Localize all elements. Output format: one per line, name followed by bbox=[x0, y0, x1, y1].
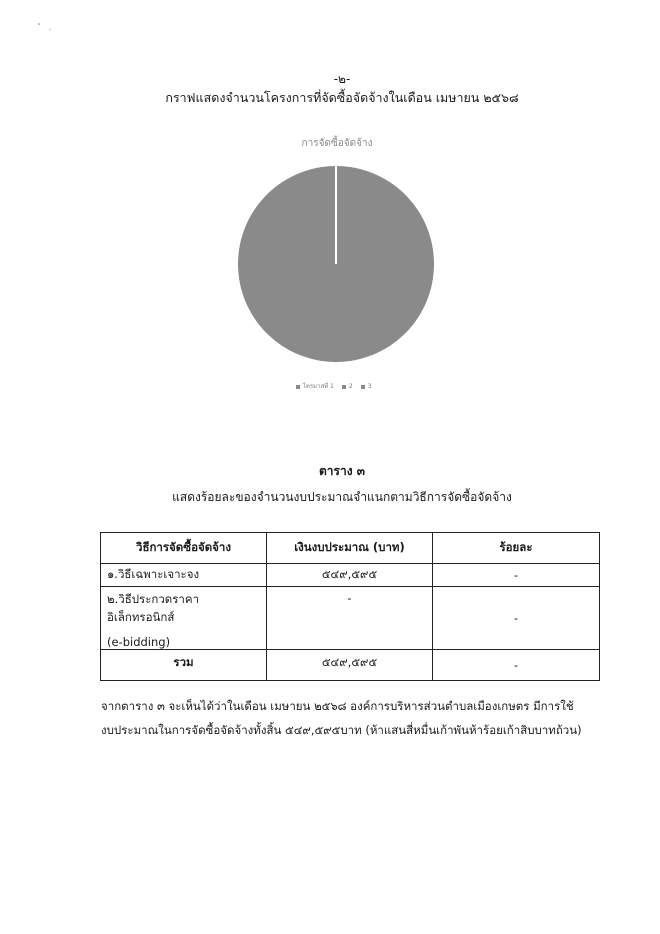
page-number: -๒- bbox=[333, 72, 351, 86]
chart-heading: กราฟแสดงจำนวนโครงการที่จัดซื้อจัดจ้างในเดือน เมษายน ๒๕๖๘ bbox=[165, 90, 519, 105]
table-total-row bbox=[101, 650, 600, 681]
table-header-row bbox=[101, 533, 600, 564]
pie-chart bbox=[236, 164, 436, 364]
method-sublabel: (e-bidding) bbox=[107, 635, 171, 649]
table-row bbox=[101, 564, 600, 587]
legend-label: ไตรมาสที่ 1 bbox=[303, 383, 334, 390]
method-cell bbox=[101, 587, 267, 650]
chart-title: การจัดซื้อจัดจ้าง bbox=[301, 138, 373, 149]
legend-item bbox=[296, 383, 334, 390]
summary-line-2: งบประมาณในการจัดซื้อจัดจ้างทั้งสิ้น ๕๔๙,๕๙๕บาท (ห้าแสนสี่หมื่นเก้าพันห้าร้อยเก้าสิบบาทถ้วน) bbox=[101, 723, 582, 737]
table-row bbox=[101, 587, 600, 650]
budget-cell: ๕๔๙,๕๙๕ bbox=[267, 564, 433, 587]
procurement-table bbox=[100, 532, 600, 681]
chart-legend bbox=[296, 381, 379, 391]
percent-cell: - bbox=[433, 587, 600, 650]
legend-label: 2 bbox=[348, 383, 353, 390]
total-budget: ๕๔๙,๕๙๕ bbox=[267, 650, 433, 681]
legend-swatch bbox=[342, 385, 346, 389]
percent-cell: - bbox=[433, 564, 600, 587]
header-budget: เงินงบประมาณ (บาท) bbox=[267, 533, 433, 564]
legend-item bbox=[342, 383, 353, 390]
total-label: รวม bbox=[101, 650, 267, 681]
legend-label: 3 bbox=[367, 383, 372, 390]
method-label: ๒.วิธีประกวดราคาอิเล็กทรอนิกส์ bbox=[107, 592, 200, 624]
legend-swatch bbox=[296, 385, 300, 389]
scan-artifact: ・ ˏ bbox=[34, 20, 53, 31]
header-percent: ร้อยละ bbox=[433, 533, 600, 564]
table-caption: ตาราง ๓ bbox=[319, 464, 365, 478]
method-cell: ๑.วิธีเฉพาะเจาะจง bbox=[101, 564, 267, 587]
legend-item bbox=[361, 383, 372, 390]
budget-cell: - bbox=[267, 587, 433, 650]
summary-line-1: จากตาราง ๓ จะเห็นได้ว่าในเดือน เมษายน ๒๕๖๘ องค์การบริหารส่วนตำบลเมืองเกษตร มีการใช้ bbox=[101, 699, 574, 713]
legend-swatch bbox=[361, 385, 365, 389]
header-method: วิธีการจัดซื้อจัดจ้าง bbox=[101, 533, 267, 564]
table-description: แสดงร้อยละของจำนวนงบประมาณจำแนกตามวิธีการจัดซื้อจัดจ้าง bbox=[172, 490, 512, 504]
total-percent: - bbox=[433, 650, 600, 681]
